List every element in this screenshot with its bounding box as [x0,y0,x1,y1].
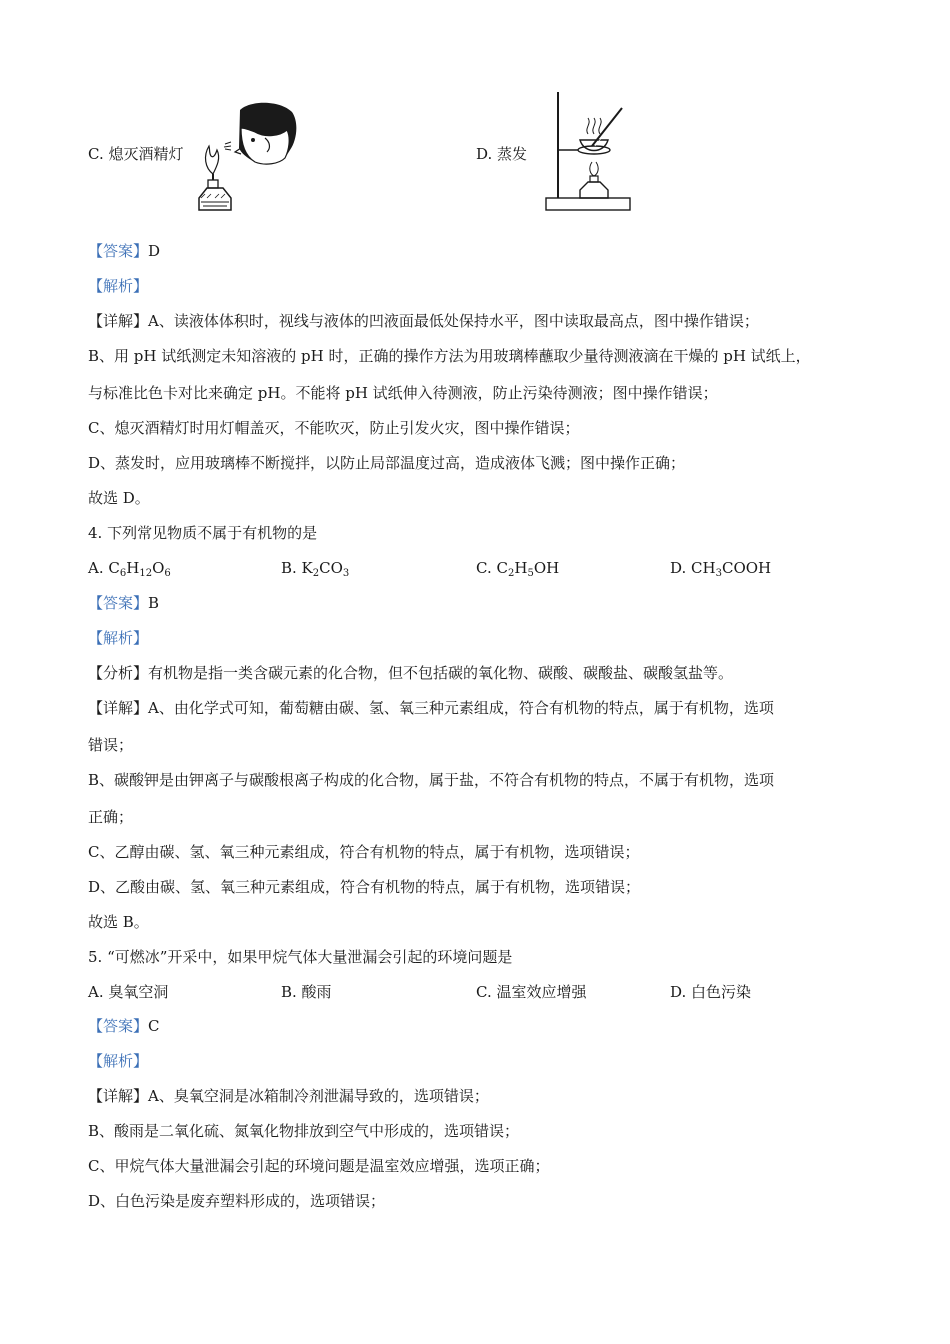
answer-value: B [148,594,160,612]
answer-tag: 【答案】 [88,242,149,260]
q4-stem: 4. 下列常见物质不属于有机物的是 [88,524,318,542]
analysis-text: 有机物是指一类含碳元素的化合物，但不包括碳的氧化物、碳酸、碳酸盐、碳酸氢盐等。 [148,664,734,682]
option-d-label: D. 蒸发 [476,145,528,163]
q5-detail-d: D、白色污染是废弃塑料形成的，选项错误； [88,1192,386,1210]
detail-text: A、读液体体积时，视线与液体的凹液面最低处保持水平，图中读取最高点，图中操作错误； [148,312,759,330]
q4-analysis-tag: 【解析】 [88,629,149,647]
q5-option-b: B. 酸雨 [281,983,332,1001]
q3-detail-b2: 与标准比色卡对比来确定 pH。不能将 pH 试纸伸入待测液，防止污染待测液；图中操作错误； [88,384,718,402]
q5-option-c: C. 温室效应增强 [476,983,587,1001]
q4-detail-d: D、乙酸由碳、氢、氧三种元素组成，符合有机物的特点，属于有机物，选项错误； [88,878,641,896]
answer-value: D [148,242,161,260]
q4-analysis-sub [88,663,733,683]
answer-tag: 【答案】 [88,594,149,612]
q5-answer-line [88,1016,160,1036]
q4-detail-a2: 错误； [88,736,134,754]
answer-value: C [148,1017,160,1035]
q3-detail-a [88,311,759,331]
q5-option-d: D. 白色污染 [670,983,752,1001]
detail-text: A、臭氧空洞是冰箱制冷剂泄漏导致的，选项错误； [148,1087,489,1105]
q5-stem: 5. “可燃冰”开采中，如果甲烷气体大量泄漏会引起的环境问题是 [88,948,513,966]
q4-conclusion: 故选 B。 [88,913,149,931]
q4-detail-a1 [88,698,774,718]
evaporation-apparatus-illustration [542,88,634,216]
q5-detail-b: B、酸雨是二氧化硫、氮氧化物排放到空气中形成的，选项错误； [88,1122,520,1140]
detail-tag: 【详解】 [88,1087,149,1105]
q4-option-c: C. $C_2H_5OH$ [476,559,560,579]
detail-tag: 【详解】 [88,312,149,330]
q5-analysis-tag: 【解析】 [88,1052,149,1070]
q4-detail-b1: B、碳酸钾是由钾离子与碳酸根离子构成的化合物，属于盐，不符合有机物的特点，不属于有机物，选项 [88,771,775,789]
q3-conclusion: 故选 D。 [88,489,150,507]
q4-detail-c: C、乙醇由碳、氢、氧三种元素组成，符合有机物的特点，属于有机物，选项错误； [88,843,640,861]
detail-tag: 【详解】 [88,699,149,717]
q4-option-a: A. $C_6H_{12}O_6$ [88,559,171,579]
option-c-label: C. 熄灭酒精灯 [88,145,184,163]
q3-answer-line [88,241,160,261]
q3-detail-b1: B、用 pH 试纸测定未知溶液的 pH 时，正确的操作方法为用玻璃棒蘸取少量待测液滴在干燥的 pH 试纸上， [88,347,811,365]
detail-text: A、由化学式可知，葡萄糖由碳、氢、氧三种元素组成，符合有机物的特点，属于有机物，选项 [148,699,774,717]
analysis-sub-tag: 【分析】 [88,664,149,682]
q4-detail-b2: 正确； [88,808,134,826]
q5-detail-c: C、甲烷气体大量泄漏会引起的环境问题是温室效应增强，选项正确； [88,1157,550,1175]
q5-detail-a [88,1086,489,1106]
q5-option-a: A. 臭氧空洞 [88,983,169,1001]
q3-detail-c: C、熄灭酒精灯时用灯帽盖灭，不能吹灭，防止引发火灾，图中操作错误； [88,419,580,437]
q3-detail-d: D、蒸发时，应用玻璃棒不断搅拌，以防止局部温度过高，造成液体飞溅；图中操作正确； [88,454,686,472]
q4-option-b: B. $K_2CO_3$ [281,559,350,579]
blowing-out-lamp-illustration [195,98,300,220]
answer-tag: 【答案】 [88,1017,149,1035]
q3-analysis-tag: 【解析】 [88,277,149,295]
q4-answer-line [88,593,159,613]
q4-option-d: D. $CH_3COOH$ [670,559,772,579]
